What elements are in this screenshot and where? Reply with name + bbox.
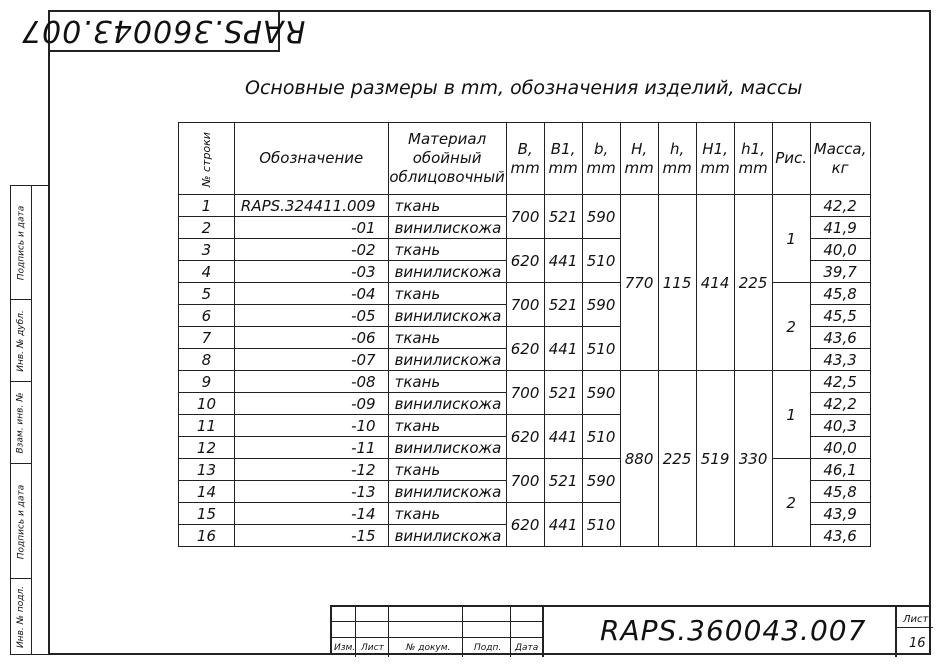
document-code: RAPS.360043.007 <box>600 614 867 647</box>
row-material: винилискожа <box>388 261 506 283</box>
row-material: винилискожа <box>388 305 506 327</box>
row-mass: 40,0 <box>810 437 870 459</box>
row-mass: 41,9 <box>810 217 870 239</box>
cell-h1: 225 <box>734 195 772 371</box>
tb-doc: № докум. <box>406 643 451 653</box>
side-label-sign-date-2: Подпись и дата <box>16 484 26 559</box>
cell-B: 620 <box>506 415 544 459</box>
table-row <box>179 195 871 217</box>
row-material: ткань <box>388 371 506 393</box>
row-material: ткань <box>388 195 506 217</box>
sheet-number: 16 <box>909 636 926 651</box>
rotated-stamp-code: RAPS.360043.007 <box>20 12 306 48</box>
sheet-label: Лист <box>903 614 929 625</box>
row-number: 2 <box>179 217 235 239</box>
row-number: 11 <box>179 415 235 437</box>
header-h1: h1, mm <box>734 123 772 195</box>
row-number: 7 <box>179 327 235 349</box>
cell-B1: 521 <box>544 371 582 415</box>
row-mass: 43,9 <box>810 503 870 525</box>
row-number: 5 <box>179 283 235 305</box>
cell-b: 590 <box>582 459 620 503</box>
cell-H: 770 <box>620 195 658 371</box>
row-material: ткань <box>388 503 506 525</box>
row-material: ткань <box>388 239 506 261</box>
row-number: 6 <box>179 305 235 327</box>
row-designation: -13 <box>234 481 388 503</box>
cell-b: 510 <box>582 415 620 459</box>
row-mass: 43,6 <box>810 327 870 349</box>
header-B: B, mm <box>506 123 544 195</box>
tb-podp: Подп. <box>474 643 502 653</box>
cell-h: 115 <box>658 195 696 371</box>
header-B1: B1, mm <box>544 123 582 195</box>
cell-B1: 521 <box>544 283 582 327</box>
row-number: 10 <box>179 393 235 415</box>
row-designation: -11 <box>234 437 388 459</box>
header-material: Материал обойный облицовочный <box>388 123 506 195</box>
side-label-dup-inv: Инв. № дубл. <box>16 310 27 372</box>
row-mass: 40,3 <box>810 415 870 437</box>
row-mass: 39,7 <box>810 261 870 283</box>
side-label-orig-inv: Инв. № подл. <box>16 585 26 649</box>
row-number: 12 <box>179 437 235 459</box>
row-mass: 45,8 <box>810 481 870 503</box>
row-material: винилискожа <box>388 437 506 459</box>
row-number: 16 <box>179 525 235 547</box>
row-number: 13 <box>179 459 235 481</box>
cell-fig: 1 <box>772 195 810 283</box>
cell-B: 620 <box>506 327 544 371</box>
row-mass: 42,2 <box>810 393 870 415</box>
header-H1: H1, mm <box>696 123 734 195</box>
row-mass: 43,6 <box>810 525 870 547</box>
cell-fig: 1 <box>772 371 810 459</box>
cell-b: 590 <box>582 371 620 415</box>
row-number: 1 <box>179 195 235 217</box>
row-mass: 46,1 <box>810 459 870 481</box>
side-label-replace-inv: Взам. инв. № <box>16 392 27 454</box>
cell-fig: 2 <box>772 283 810 371</box>
row-material: винилискожа <box>388 393 506 415</box>
row-mass: 45,5 <box>810 305 870 327</box>
rotated-stamp <box>20 10 306 52</box>
row-mass: 43,3 <box>810 349 870 371</box>
tb-izm: Изм. <box>334 643 356 653</box>
row-designation: -08 <box>234 371 388 393</box>
cell-B: 700 <box>506 283 544 327</box>
cell-b: 510 <box>582 503 620 547</box>
row-designation: -07 <box>234 349 388 371</box>
row-number: 3 <box>179 239 235 261</box>
row-mass: 40,0 <box>810 239 870 261</box>
row-designation: -10 <box>234 415 388 437</box>
cell-B1: 521 <box>544 459 582 503</box>
cell-B1: 441 <box>544 503 582 547</box>
row-designation: -03 <box>234 261 388 283</box>
tb-list: Лист <box>361 643 384 653</box>
cell-b: 510 <box>582 239 620 283</box>
cell-B: 700 <box>506 371 544 415</box>
row-number: 14 <box>179 481 235 503</box>
cell-B1: 521 <box>544 195 582 239</box>
header-b: b, mm <box>582 123 620 195</box>
cell-b: 510 <box>582 327 620 371</box>
cell-B: 620 <box>506 503 544 547</box>
row-material: винилискожа <box>388 481 506 503</box>
row-designation: -06 <box>234 327 388 349</box>
row-material: ткань <box>388 327 506 349</box>
cell-h: 225 <box>658 371 696 547</box>
cell-h1: 330 <box>734 371 772 547</box>
row-mass: 42,5 <box>810 371 870 393</box>
row-designation: -01 <box>234 217 388 239</box>
row-designation: -15 <box>234 525 388 547</box>
row-material: винилискожа <box>388 525 506 547</box>
header-h: h, mm <box>658 123 696 195</box>
row-designation: -04 <box>234 283 388 305</box>
row-designation: -02 <box>234 239 388 261</box>
header-row <box>179 123 871 195</box>
tb-data: Дата <box>515 643 539 653</box>
cell-B1: 441 <box>544 415 582 459</box>
header-designation: Обозначение <box>234 123 388 195</box>
cell-H1: 414 <box>696 195 734 371</box>
row-designation: -12 <box>234 459 388 481</box>
row-number: 9 <box>179 371 235 393</box>
row-number: 15 <box>179 503 235 525</box>
row-designation: -05 <box>234 305 388 327</box>
row-material: винилискожа <box>388 349 506 371</box>
cell-B: 700 <box>506 195 544 239</box>
cell-b: 590 <box>582 283 620 327</box>
row-material: ткань <box>388 283 506 305</box>
cell-B1: 441 <box>544 239 582 283</box>
page-title: Основные размеры в mm, обозначения изделий, массы <box>245 77 803 99</box>
cell-B1: 441 <box>544 327 582 371</box>
table-row <box>179 371 871 393</box>
cell-b: 590 <box>582 195 620 239</box>
row-number: 4 <box>179 261 235 283</box>
row-mass: 42,2 <box>810 195 870 217</box>
cell-B: 700 <box>506 459 544 503</box>
row-material: ткань <box>388 459 506 481</box>
header-mass: Масса, кг <box>810 123 870 195</box>
header-fig: Рис. <box>772 123 810 195</box>
row-designation: RAPS.324411.009 <box>234 195 388 217</box>
row-material: винилискожа <box>388 217 506 239</box>
side-label-sign-date-1: Подпись и дата <box>16 205 26 280</box>
header-row-no: № строки <box>179 123 235 195</box>
cell-B: 620 <box>506 239 544 283</box>
cell-H: 880 <box>620 371 658 547</box>
spec-table <box>178 122 871 547</box>
cell-H1: 519 <box>696 371 734 547</box>
cell-fig: 2 <box>772 459 810 547</box>
row-material: ткань <box>388 415 506 437</box>
header-H: H, mm <box>620 123 658 195</box>
row-mass: 45,8 <box>810 283 870 305</box>
row-designation: -14 <box>234 503 388 525</box>
row-designation: -09 <box>234 393 388 415</box>
row-number: 8 <box>179 349 235 371</box>
